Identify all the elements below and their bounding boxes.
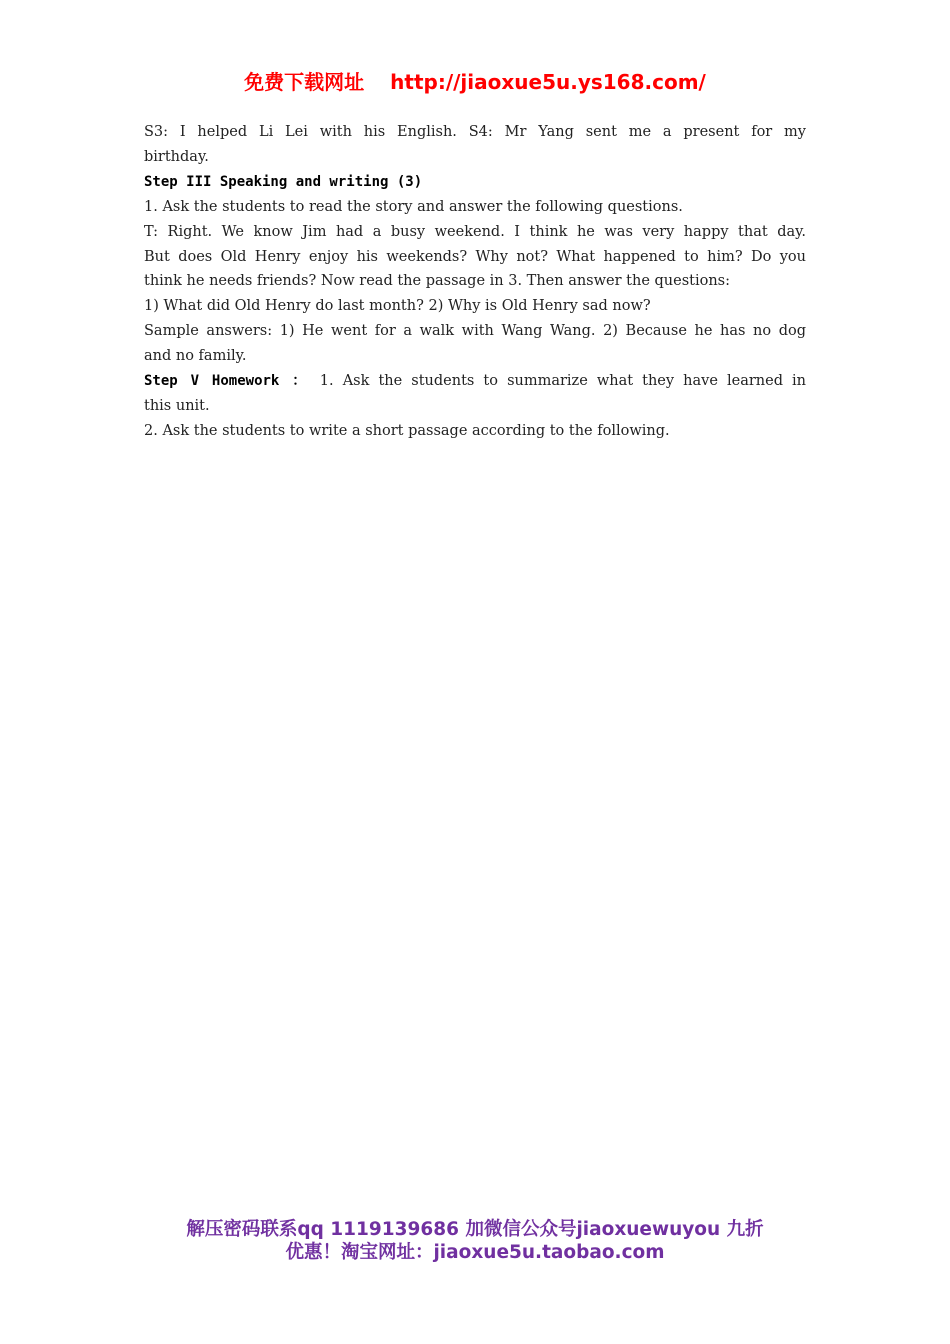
body-line: birthday. xyxy=(144,148,209,165)
document-body xyxy=(144,120,806,444)
homework-line xyxy=(144,369,806,394)
body-line: think he needs friends? Now read the passage in 3. Then answer the questions: xyxy=(144,273,731,290)
body-text: 1. Ask the students to summarize what they have learned in xyxy=(319,373,807,390)
body-line: T: Right. We know Jim had a busy weekend. I think he was very happy that day. xyxy=(144,223,806,240)
body-line: 1) What did Old Henry do last month? 2) Why is Old Henry sad now? xyxy=(144,298,651,315)
section-heading: Step V Homework ： xyxy=(144,373,311,390)
header-url[interactable]: http://jiaoxue5u.ys168.com/ xyxy=(390,70,706,94)
body-line: S3: I helped Li Lei with his English. S4: Mr Yang sent me a present for my xyxy=(144,124,806,140)
body-line: Sample answers: 1) He went for a walk with Wang Wang. 2) Because he has no dog xyxy=(144,323,806,340)
body-line: But does Old Henry enjoy his weekends? Why not? What happened to him? Do you xyxy=(144,248,806,265)
body-line: 1. Ask the students to read the story and answer the following questions. xyxy=(144,198,683,215)
footer-line: 解压密码联系qq 1119139686 加微信公众号jiaoxuewuyou 九折 xyxy=(186,1219,764,1240)
page-footer xyxy=(0,1218,950,1264)
header-label: 免费下载网址 xyxy=(244,70,365,94)
page-header xyxy=(0,66,950,95)
body-line: 2. Ask the students to write a short passage according to the following. xyxy=(144,422,670,439)
body-line: this unit. xyxy=(144,397,210,414)
body-line: and no family. xyxy=(144,348,247,365)
section-heading: Step III Speaking and writing (3) xyxy=(144,173,423,190)
footer-line: 优惠！淘宝网址：jiaoxue5u.taobao.com xyxy=(285,1242,665,1263)
